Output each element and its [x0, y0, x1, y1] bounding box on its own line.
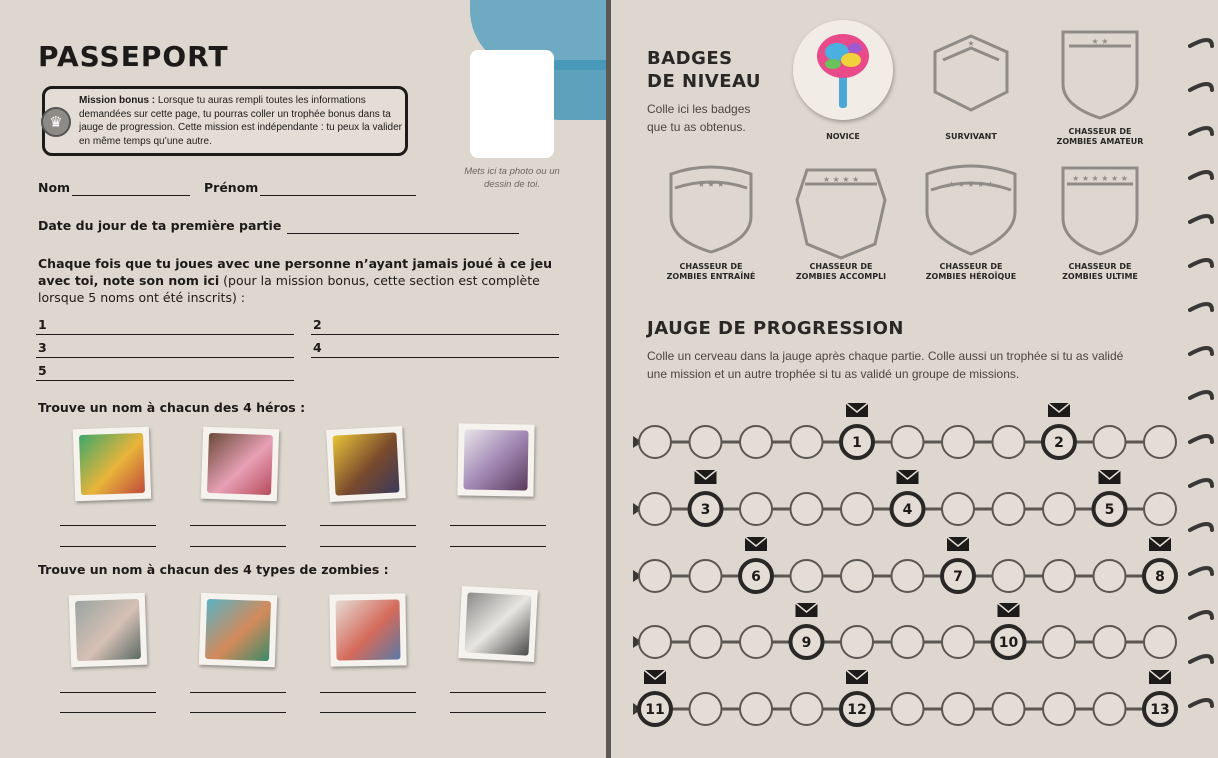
nom-field[interactable] [72, 195, 190, 196]
milestone-number: 4 [902, 502, 913, 518]
milestone-number: 11 [645, 702, 665, 718]
envelope-icon [1149, 670, 1171, 684]
photo-caption: Mets ici ta photo ou un dessin de toi. [464, 166, 560, 190]
zombie-portrait-1 [69, 593, 147, 668]
hero-name-field[interactable] [450, 525, 546, 526]
badge-label-line: ZOMBIES ULTIME [1062, 272, 1138, 281]
progress-text-line-1: Colle un cerveau dans la jauge après chaque partie. Colle aussi un trophée si tu as validé [647, 349, 1124, 363]
nom-label: Nom [38, 180, 71, 195]
prenom-label: Prénom [204, 180, 259, 195]
svg-text:★ ★ ★ ★: ★ ★ ★ ★ [822, 175, 860, 184]
brain-slot[interactable] [841, 560, 873, 592]
brain-slot[interactable] [841, 626, 873, 658]
milestone-number: 5 [1104, 502, 1115, 518]
envelope-icon [1048, 403, 1070, 417]
brain-slot[interactable] [639, 560, 671, 592]
brain-slot[interactable] [740, 693, 772, 725]
svg-text:★ ★ ★ ★ ★: ★ ★ ★ ★ ★ [947, 180, 995, 189]
envelope-icon [846, 670, 868, 684]
brain-slot[interactable] [1043, 493, 1075, 525]
heroes-heading: Trouve un nom à chacun des 4 héros : [38, 400, 306, 415]
envelope-icon [846, 403, 868, 417]
brain-slot[interactable] [690, 426, 722, 458]
hero-name-field[interactable] [60, 525, 156, 526]
zombies-heading: Trouve un nom à chacun des 4 types de zombies : [38, 562, 389, 577]
badge-label-survivant [916, 132, 1026, 142]
zombie-name-field[interactable] [60, 692, 156, 693]
brain-slot[interactable] [993, 560, 1025, 592]
brain-slot[interactable] [942, 493, 974, 525]
hero-name-field[interactable] [190, 546, 286, 547]
milestone-number: 3 [700, 502, 711, 518]
brain-slot[interactable] [690, 693, 722, 725]
zombie-name-field[interactable] [450, 712, 546, 713]
players-intro [38, 255, 558, 306]
brain-slot[interactable] [740, 426, 772, 458]
badge-label-entraine [656, 262, 766, 282]
badge-label-heroique [916, 262, 1026, 282]
zombie-name-field[interactable] [320, 692, 416, 693]
player-name-field-2[interactable] [311, 334, 559, 335]
brain-slot[interactable] [740, 626, 772, 658]
passport-page [0, 0, 606, 758]
brain-slot[interactable] [639, 626, 671, 658]
progress-text-line-2: une mission et un autre trophée si tu as validé un groupe de missions. [647, 367, 1020, 381]
hero-name-field[interactable] [60, 546, 156, 547]
hero-name-field[interactable] [320, 546, 416, 547]
brain-slot[interactable] [1094, 426, 1126, 458]
badge-label-line: NOVICE [826, 132, 860, 141]
milestone-number: 13 [1150, 702, 1170, 718]
bonus-mission-label: Mission bonus : [79, 95, 156, 106]
brain-slot[interactable] [690, 626, 722, 658]
hero-portrait-4 [457, 423, 534, 496]
badges-text-line-1: Colle ici les badges [647, 102, 751, 116]
progress-row [633, 403, 1176, 458]
brain-slot[interactable] [791, 426, 823, 458]
hero-name-field[interactable] [190, 525, 286, 526]
badge-label-line: CHASSEUR DE [1068, 127, 1132, 136]
brain-slot[interactable] [942, 626, 974, 658]
player-number-3: 3 [38, 340, 47, 355]
envelope-icon [1099, 470, 1121, 484]
envelope-icon [796, 603, 818, 617]
progress-track [611, 400, 1191, 750]
player-name-field-3[interactable] [36, 357, 294, 358]
brain-slot[interactable] [1144, 626, 1176, 658]
brain-slot[interactable] [1043, 560, 1075, 592]
brain-slot[interactable] [942, 426, 974, 458]
zombie-name-field[interactable] [60, 712, 156, 713]
badge-label-line: ZOMBIES HÉROÏQUE [925, 272, 1017, 281]
milestone-number: 1 [852, 435, 862, 451]
zombie-portrait-2 [199, 593, 277, 668]
milestone-number: 10 [998, 635, 1019, 651]
svg-text:★ ★ ★ ★ ★ ★: ★ ★ ★ ★ ★ ★ [1072, 174, 1128, 183]
badges-grid [611, 0, 1218, 300]
milestone-number: 7 [953, 569, 963, 585]
brain-slot[interactable] [639, 493, 671, 525]
progress-page [611, 0, 1218, 758]
hero-name-field[interactable] [320, 525, 416, 526]
badge-label-line: ZOMBIES ENTRAÎNÉ [666, 272, 756, 281]
bonus-mission-body: Lorsque tu auras rempli toutes les informations demandées sur cette page, tu pourras coller un trophée bonus dans ta jauge de progression. Cette mission est indépendante : tu peux la valider en même temps qu’une autre. [79, 95, 402, 147]
badge-label-line: ZOMBIES ACCOMPLI [795, 272, 887, 281]
milestone-number: 12 [847, 702, 867, 718]
hero-portrait-1 [73, 427, 151, 502]
badge-label-line: ZOMBIES AMATEUR [1056, 137, 1144, 146]
badges-text-line-2: que tu as obtenus. [647, 120, 746, 134]
brain-slot[interactable] [1094, 693, 1126, 725]
badges-title-line-1: BADGES [647, 48, 733, 69]
zombie-portrait-3 [329, 593, 406, 666]
zombie-portrait-4 [458, 586, 538, 662]
svg-text:★ ★ ★: ★ ★ ★ [697, 180, 725, 189]
zombie-name-field[interactable] [190, 692, 286, 693]
progress-row [633, 670, 1176, 725]
badge-label-accompli [786, 262, 896, 282]
brain-slot[interactable] [1094, 626, 1126, 658]
milestone-number: 6 [751, 569, 761, 585]
badge-label-ultime [1045, 262, 1155, 282]
milestone-number: 2 [1054, 435, 1064, 451]
bonus-mission-text [79, 94, 405, 148]
player-name-field-4[interactable] [311, 357, 559, 358]
brain-slot[interactable] [841, 493, 873, 525]
hero-portrait-2 [201, 427, 279, 502]
brain-slot[interactable] [1043, 626, 1075, 658]
trophy-icon: ♛ [41, 107, 71, 137]
spiral-binding [1182, 30, 1218, 730]
brain-slot[interactable] [791, 693, 823, 725]
badge-label-line: CHASSEUR DE [1068, 262, 1132, 271]
player-number-1: 1 [38, 317, 47, 332]
envelope-icon [897, 470, 919, 484]
brain-slot[interactable] [993, 693, 1025, 725]
brain-slot[interactable] [639, 426, 671, 458]
svg-text:★: ★ [967, 39, 975, 48]
prenom-field[interactable] [260, 195, 416, 196]
brain-slot[interactable] [892, 560, 924, 592]
brain-slot[interactable] [993, 493, 1025, 525]
brain-slot[interactable] [1094, 560, 1126, 592]
milestone-number: 8 [1155, 569, 1165, 585]
player-number-4: 4 [313, 340, 322, 355]
brain-slot[interactable] [993, 426, 1025, 458]
envelope-icon [947, 537, 969, 551]
player-name-field-5[interactable] [36, 380, 294, 381]
players-intro-rest: (pour la mission bonus, cette section est complète lorsque 5 noms ont été inscrits) : [38, 273, 540, 305]
bonus-mission-box [42, 86, 408, 156]
brain-slot[interactable] [740, 493, 772, 525]
date-field[interactable] [287, 233, 519, 234]
zombie-name-field[interactable] [320, 712, 416, 713]
zombie-name-field[interactable] [450, 692, 546, 693]
date-label: Date du jour de ta première partie [38, 218, 282, 233]
brain-slot[interactable] [690, 560, 722, 592]
brain-slot[interactable] [892, 626, 924, 658]
progress-title: JAUGE DE PROGRESSION [647, 318, 904, 339]
progress-row [633, 537, 1176, 592]
player-name-field-1[interactable] [36, 334, 294, 335]
player-number-2: 2 [313, 317, 322, 332]
badge-label-novice [788, 132, 898, 142]
svg-text:★ ★: ★ ★ [1091, 37, 1109, 46]
badge-label-line: CHASSEUR DE [809, 262, 873, 271]
player-number-5: 5 [38, 363, 47, 378]
progress-row [633, 470, 1176, 525]
envelope-icon [745, 537, 767, 551]
hero-name-field[interactable] [450, 546, 546, 547]
players-intro-bold: Chaque fois que tu joues avec une personne n’ayant jamais joué à ce jeu avec toi, note son nom ici [38, 256, 552, 288]
brain-slot[interactable] [791, 560, 823, 592]
progress-row [633, 603, 1176, 658]
brain-slot[interactable] [1144, 426, 1176, 458]
brain-slot[interactable] [892, 693, 924, 725]
badge-label-amateur [1045, 127, 1155, 147]
badges-title-line-2: DE NIVEAU [647, 71, 761, 92]
badge-label-line: SURVIVANT [945, 132, 997, 141]
brain-slot[interactable] [1043, 693, 1075, 725]
envelope-icon [998, 603, 1020, 617]
page-title: PASSEPORT [38, 40, 229, 73]
milestone-number: 9 [801, 635, 812, 651]
brain-slot[interactable] [1144, 493, 1176, 525]
badge-label-line: CHASSEUR DE [939, 262, 1003, 271]
zombie-name-field[interactable] [190, 712, 286, 713]
envelope-icon [644, 670, 666, 684]
hero-portrait-3 [326, 426, 406, 502]
brain-slot[interactable] [942, 693, 974, 725]
brain-slot[interactable] [791, 493, 823, 525]
brain-slot[interactable] [892, 426, 924, 458]
badge-label-line: CHASSEUR DE [679, 262, 743, 271]
photo-box[interactable] [470, 50, 554, 158]
envelope-icon [1149, 537, 1171, 551]
envelope-icon [695, 470, 717, 484]
